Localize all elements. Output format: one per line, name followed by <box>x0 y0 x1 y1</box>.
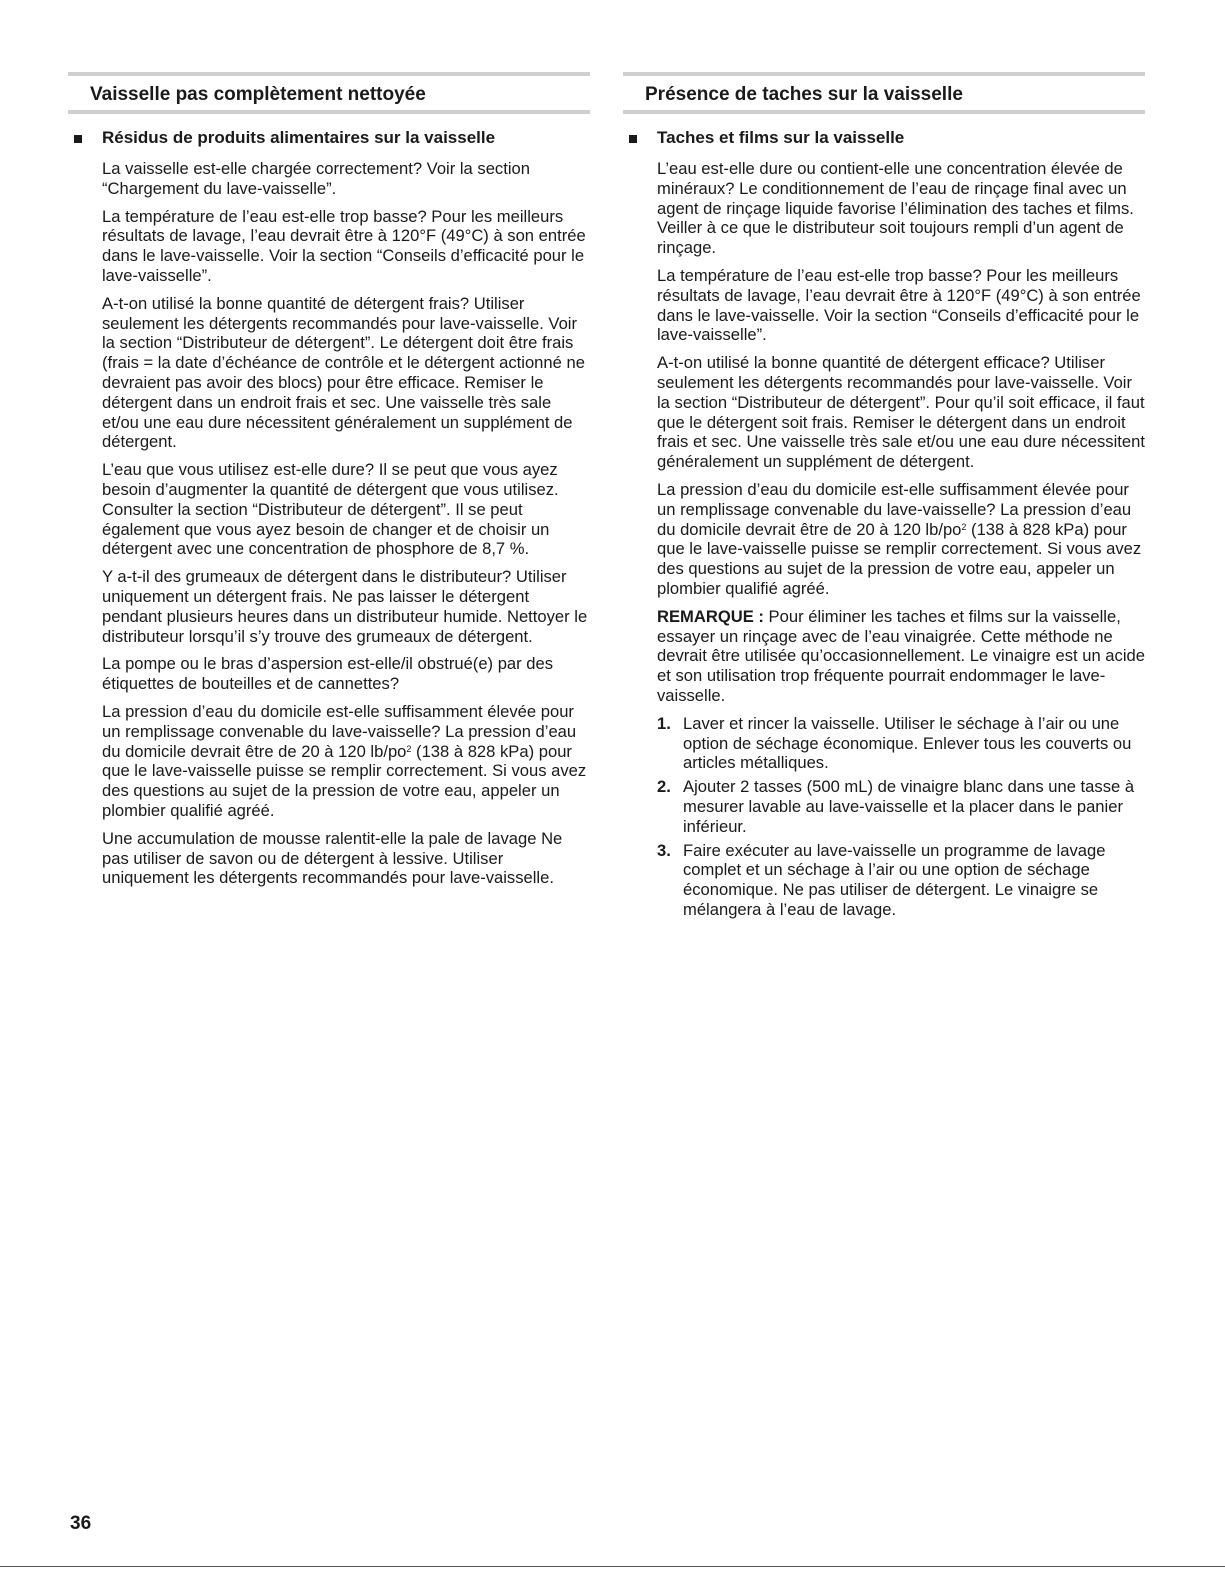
subheading: Taches et films sur la vaisselle <box>657 128 905 147</box>
step-text: Ajouter 2 tasses (500 mL) de vinaigre blanc dans une tasse à mesurer lavable au lave-vaisselle et la placer dans le panier inférieur. <box>683 777 1135 836</box>
pressure-paragraph <box>102 702 590 821</box>
paragraph: La température de l’eau est-elle trop basse? Pour les meilleurs résultats de lavage, l’eau devrait être à 120°F (49°C) à son entrée dans le lave-vaisselle. Voir la section “Conseils d’efficacité pour le lave-vaisselle”. <box>657 265 1141 345</box>
right-column <box>623 72 1145 924</box>
paragraph: A-t-on utilisé la bonne quantité de détergent efficace? Utiliser seulement les détergents recommandés pour lave-vaisselle. Voir la section “Distributeur de détergent”. Pour qu’il soit efficace, il faut que le détergent soit frais. Remiser le détergent dans un endroit frais et sec. Une vaisselle très sale et/ou une eau dure nécessitent généralement un supplément de détergent. <box>657 353 1145 472</box>
paragraph: L’eau que vous utilisez est-elle dure? Il se peut que vous ayez besoin d’augmenter la quantité de détergent que vous utilisez. Consulter la section “Distributeur de détergent”. Il se peut également que vous ayez besoin de changer et de choisir un détergent avec une concentration de phosphore de 8,7 %. <box>102 460 559 559</box>
step-number: 2. <box>657 777 671 797</box>
step-item <box>657 777 1145 836</box>
bottom-divider <box>0 1566 1225 1567</box>
step-number: 1. <box>657 713 671 733</box>
bullet-heading <box>623 128 1145 148</box>
paragraph: La vaisselle est-elle chargée correctement? Voir la section “Chargement du lave-vaisselle”. <box>102 159 530 198</box>
section-title: Présence de taches sur la vaisselle <box>645 84 963 105</box>
step-number: 3. <box>657 840 671 860</box>
section-header <box>68 72 590 114</box>
note-text: Pour éliminer les taches et films sur la vaisselle, essayer un rinçage avec de l’eau vinaigrée. Cette méthode ne devrait être utilisée qu’occasionnellement. Le vinaigre est un acide et son utilisation trop fréquente pourrait endommager le lave-vaisselle. <box>657 606 1145 705</box>
left-column <box>68 72 590 896</box>
superscript: 2 <box>406 743 412 754</box>
paragraph-text: La pression d’eau du domicile est-elle suffisamment élevée pour un remplissage convenable du lave-vaisselle? La pression d’eau du domicile devrait être de 20 à 120 lb/po <box>657 479 1132 539</box>
paragraph: La pompe ou le bras d’aspersion est-elle/il obstrué(e) par des étiquettes de bouteilles et de cannettes? <box>102 654 554 694</box>
subheading: Résidus de produits alimentaires sur la vaisselle <box>102 128 496 147</box>
square-bullet-icon <box>74 135 82 143</box>
step-item <box>657 841 1145 920</box>
superscript: 2 <box>961 521 967 532</box>
paragraph: La température de l’eau est-elle trop basse? Pour les meilleurs résultats de lavage, l’eau devrait être à 120°F (49°C) à son entrée dans le lave-vaisselle. Voir la section “Conseils d’efficacité pour le lave-vaisselle”. <box>102 206 586 285</box>
step-text: Faire exécuter au lave-vaisselle un programme de lavage complet et un séchage à l’air ou une option de séchage économique. Ne pas utiliser de détergent. Le vinaigre se mélangera à l’eau de lavage. <box>683 840 1106 919</box>
step-text: Laver et rincer la vaisselle. Utiliser le séchage à l’air ou une option de séchage économique. Enlever tous les couverts ou articles métalliques. <box>683 713 1132 773</box>
paragraph: Y a-t-il des grumeaux de détergent dans le distributeur? Utiliser uniquement un détergent frais. Ne pas laisser le détergent pendant plusieurs heures dans un distributeur humide. Nettoyer le distributeur lorsqu’il s’y trouve des grumeaux de détergent. <box>102 567 588 646</box>
pressure-paragraph <box>657 480 1145 599</box>
paragraph-text: La pression d’eau du domicile est-elle suffisamment élevée pour un remplissage convenable du lave-vaisselle? La pression d’eau du domicile devrait être de 20 à 120 lb/po <box>102 701 577 761</box>
steps-list <box>657 714 1145 920</box>
bullet-heading <box>68 128 590 148</box>
paragraph-text: (138 à 828 kPa) pour que le lave-vaisselle puisse se remplir correctement. Si vous avez des questions au sujet de la pression de votre eau, appeler un plombier qualifié agréé. <box>657 519 1142 598</box>
page-number: 36 <box>70 1513 92 1534</box>
step-item <box>657 714 1145 773</box>
section-header <box>623 72 1145 114</box>
paragraph: A-t-on utilisé la bonne quantité de détergent frais? Utiliser seulement les détergents recommandés pour lave-vaisselle. Voir la section “Distributeur de détergent”. Le détergent doit être frais (frais = la date d’échéance de contrôle et le détergent actionné ne devraient pas avoir des blocs) pour être efficace. Remiser le détergent dans un endroit frais et sec. Une vaisselle très sale et/ou une eau dure nécessitent généralement un supplément de détergent. <box>102 293 585 452</box>
note-paragraph <box>657 607 1145 706</box>
note-label: REMARQUE : <box>657 606 764 626</box>
paragraph: L’eau est-elle dure ou contient-elle une concentration élevée de minéraux? Le conditionnement de l’eau de rinçage final avec un agent de rinçage liquide favorise l’élimination des taches et films. Veiller à ce que le distributeur soit toujours rempli d’un agent de rinçage. <box>657 159 1134 258</box>
paragraph: Une accumulation de mousse ralentit-elle la pale de lavage Ne pas utiliser de savon ou de détergent à lessive. Utiliser uniquement les détergents recommandés pour lave-vaisselle. <box>102 828 563 888</box>
section-title: Vaisselle pas complètement nettoyée <box>90 84 426 105</box>
square-bullet-icon <box>629 135 637 143</box>
paragraph-text: (138 à 828 kPa) pour que le lave-vaisselle puisse se remplir correctement. Si vous avez des questions au sujet de la pression de votre eau, appeler un plombier qualifié agréé. <box>102 741 587 820</box>
